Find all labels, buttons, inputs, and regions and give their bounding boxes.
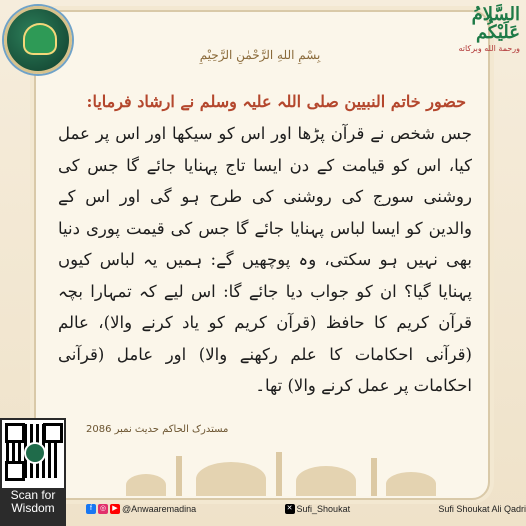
hadith-reference: مستدرک الحاکم حدیث نمبر 2086 — [86, 424, 229, 435]
mosque-logo — [4, 6, 72, 74]
social-handle-2[interactable] — [285, 504, 351, 514]
author-name: Sufi Shoukat Ali Qadri — [438, 504, 526, 514]
mosque-skyline — [86, 450, 486, 496]
scan-label: Scan for Wisdom — [0, 488, 66, 526]
qr-logo-icon — [24, 442, 46, 464]
facebook-icon: f — [86, 504, 96, 514]
bismillah: بِسْمِ اللهِ الرَّحْمٰنِ الرَّحِيْمِ — [199, 48, 321, 62]
x-icon: ✕ — [285, 504, 295, 514]
handle-label-1: @Anwaaremadina — [122, 504, 197, 514]
instagram-icon: ◎ — [99, 505, 107, 512]
handle-label-2: Sufi_Shoukat — [296, 504, 351, 514]
footer-bar — [86, 498, 526, 520]
salam-subtext: ورحمة الله وبركاته — [458, 44, 520, 53]
hadith-heading: حضور خاتم النبیین صلی اللہ علیہ وسلم نے ارشاد فرمایا: — [86, 92, 466, 111]
social-handle-1[interactable] — [86, 504, 196, 514]
hadith-body: جس شخص نے قرآن پڑھا اور اس کو سیکھا اور اس پر عمل کیا، اس کو قیامت کے دن ایسا تاج پہنایا جائے گا جس کی روشنی سورج کی روشنی کی طرح ہو گی اور اس کے والدین کو ایسا لباس پہنایا جائے گا جس کی قیمت پوری دنیا بھی نہیں ہو سکتی، وہ پوچھیں گے: ہمیں یہ لباس کیوں پہنایا گیا؟ ان کو جواب دیا جائے گا: اس لیے کہ تمہارا بچہ قرآن کریم کا حافظ (قرآن کریم کو یاد کرنے والا)، عالم (قرآنی احکامات کا علم رکھنے والا) اور عامل (قرآنی احکامات پر عمل کرنے والا) تھا۔ — [58, 124, 472, 395]
dome-icon — [23, 23, 57, 55]
salam-text: السَّلامُ عَلَيْكُم — [471, 4, 520, 43]
youtube-icon: ▶ — [110, 504, 120, 514]
qr-code[interactable] — [0, 418, 66, 490]
salam-badge — [430, 6, 520, 53]
